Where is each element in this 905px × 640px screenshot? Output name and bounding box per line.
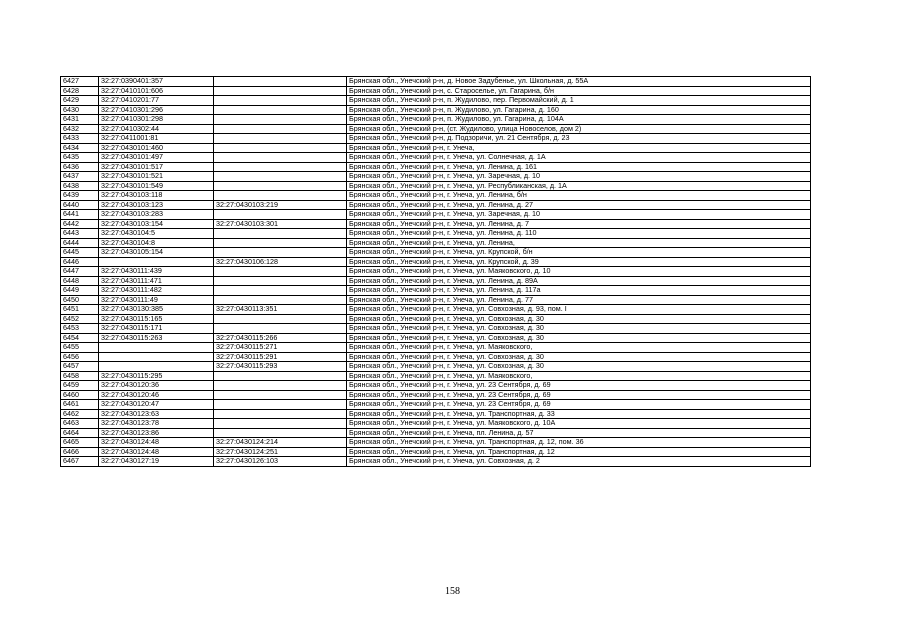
address-cell: Брянская обл., Унечский р-н, г. Унеча, ул. 23 Сентября, д. 69 — [347, 400, 811, 410]
address-cell: Брянская обл., Унечский р-н, п. Жудилово, ул. Гагарина, д. 104А — [347, 115, 811, 125]
cadastral-number-cell: 32:27:0430101:517 — [99, 162, 214, 172]
table-row — [61, 181, 811, 191]
cadastral-number-cell: 32:27:0430115:171 — [99, 324, 214, 334]
address-cell: Брянская обл., Унечский р-н, г. Унеча, ул. Совхозная, д. 93, пом. I — [347, 305, 811, 315]
secondary-cadastral-number-cell — [214, 428, 347, 438]
secondary-cadastral-number-cell — [214, 124, 347, 134]
table-row — [61, 333, 811, 343]
row-number-cell: 6446 — [61, 257, 99, 267]
secondary-cadastral-number-cell — [214, 314, 347, 324]
secondary-cadastral-number-cell — [214, 134, 347, 144]
secondary-cadastral-number-cell — [214, 115, 347, 125]
address-cell: Брянская обл., Унечский р-н, г. Унеча, ул. Совхозная, д. 30 — [347, 352, 811, 362]
row-number-cell: 6434 — [61, 143, 99, 153]
table-row — [61, 105, 811, 115]
cadastral-number-cell: 32:27:0430104:5 — [99, 229, 214, 239]
secondary-cadastral-number-cell: 32:27:0430103:219 — [214, 200, 347, 210]
table-row — [61, 343, 811, 353]
secondary-cadastral-number-cell — [214, 96, 347, 106]
address-cell: Брянская обл., Унечский р-н, г. Унеча, ул. Совхозная, д. 30 — [347, 362, 811, 372]
address-cell: Брянская обл., Унечский р-н, г. Унеча, ул. Ленина, д. 7 — [347, 219, 811, 229]
secondary-cadastral-number-cell — [214, 267, 347, 277]
cadastral-number-cell: 32:27:0430120:47 — [99, 400, 214, 410]
cadastral-number-cell: 32:27:0430115:295 — [99, 371, 214, 381]
secondary-cadastral-number-cell — [214, 181, 347, 191]
table-row — [61, 267, 811, 277]
table-row — [61, 419, 811, 429]
cadastral-number-cell: 32:27:0430103:123 — [99, 200, 214, 210]
secondary-cadastral-number-cell: 32:27:0430115:271 — [214, 343, 347, 353]
secondary-cadastral-number-cell — [214, 248, 347, 258]
address-cell: Брянская обл., Унечский р-н, г. Унеча, ул. Маяковского, — [347, 371, 811, 381]
row-number-cell: 6429 — [61, 96, 99, 106]
table-row — [61, 371, 811, 381]
row-number-cell: 6459 — [61, 381, 99, 391]
row-number-cell: 6442 — [61, 219, 99, 229]
cadastral-number-cell — [99, 257, 214, 267]
table-row — [61, 238, 811, 248]
cadastral-number-cell: 32:27:0410301:298 — [99, 115, 214, 125]
secondary-cadastral-number-cell — [214, 238, 347, 248]
address-cell: Брянская обл., Унечский р-н, п. Жудилово, ул. Гагарина, д. 160 — [347, 105, 811, 115]
cadastral-number-cell: 32:27:0430101:549 — [99, 181, 214, 191]
address-cell: Брянская обл., Унечский р-н, г. Унеча, ул. Совхозная, д. 30 — [347, 324, 811, 334]
table-row — [61, 457, 811, 467]
cadastral-number-cell: 32:27:0430130:385 — [99, 305, 214, 315]
secondary-cadastral-number-cell: 32:27:0430103:301 — [214, 219, 347, 229]
row-number-cell: 6428 — [61, 86, 99, 96]
cadastral-number-cell: 32:27:0410101:606 — [99, 86, 214, 96]
address-cell: Брянская обл., Унечский р-н, д. Подзоричи, ул. 21 Сентября, д. 23 — [347, 134, 811, 144]
row-number-cell: 6450 — [61, 295, 99, 305]
row-number-cell: 6439 — [61, 191, 99, 201]
row-number-cell: 6465 — [61, 438, 99, 448]
cadastral-number-cell — [99, 352, 214, 362]
table-row — [61, 96, 811, 106]
address-cell: Брянская обл., Унечский р-н, г. Унеча, ул. 23 Сентября, д. 69 — [347, 390, 811, 400]
table-row — [61, 191, 811, 201]
row-number-cell: 6461 — [61, 400, 99, 410]
row-number-cell: 6460 — [61, 390, 99, 400]
cadastral-number-cell: 32:27:0430123:78 — [99, 419, 214, 429]
row-number-cell: 6455 — [61, 343, 99, 353]
cadastral-number-cell: 32:27:0430103:154 — [99, 219, 214, 229]
secondary-cadastral-number-cell — [214, 276, 347, 286]
address-cell: Брянская обл., Унечский р-н, г. Унеча, ул. 23 Сентября, д. 69 — [347, 381, 811, 391]
address-cell: Брянская обл., Унечский р-н, г. Унеча, ул. Крупской, б/н — [347, 248, 811, 258]
table-row — [61, 381, 811, 391]
cadastral-number-cell: 32:27:0430111:49 — [99, 295, 214, 305]
table-row — [61, 134, 811, 144]
cadastral-number-cell: 32:27:0430105:154 — [99, 248, 214, 258]
cadastral-number-cell: 32:27:0430120:36 — [99, 381, 214, 391]
cadastral-number-cell: 32:27:0430111:471 — [99, 276, 214, 286]
row-number-cell: 6457 — [61, 362, 99, 372]
row-number-cell: 6462 — [61, 409, 99, 419]
address-cell: Брянская обл., Унечский р-н, д. Новое Задубенье, ул. Школьная, д. 55А — [347, 77, 811, 87]
address-cell: Брянская обл., Унечский р-н, г. Унеча, ул. Транспортная, д. 12, пом. 36 — [347, 438, 811, 448]
row-number-cell: 6453 — [61, 324, 99, 334]
cadastral-number-cell: 32:27:0430104:8 — [99, 238, 214, 248]
table-row — [61, 172, 811, 182]
address-cell: Брянская обл., Унечский р-н, г. Унеча, ул. Маяковского, д. 10 — [347, 267, 811, 277]
secondary-cadastral-number-cell — [214, 286, 347, 296]
address-cell: Брянская обл., Унечский р-н, г. Унеча, ул. Маяковского, — [347, 343, 811, 353]
secondary-cadastral-number-cell: 32:27:0430124:251 — [214, 447, 347, 457]
address-cell: Брянская обл., Унечский р-н, г. Унеча, ул. Транспортная, д. 12 — [347, 447, 811, 457]
address-cell: Брянская обл., Унечский р-н, г. Унеча, ул. Совхозная, д. 30 — [347, 314, 811, 324]
secondary-cadastral-number-cell: 32:27:0430113:351 — [214, 305, 347, 315]
table-row — [61, 390, 811, 400]
table-row — [61, 409, 811, 419]
cadastral-number-cell: 32:27:0430124:48 — [99, 447, 214, 457]
table-row — [61, 295, 811, 305]
secondary-cadastral-number-cell: 32:27:0430126:103 — [214, 457, 347, 467]
secondary-cadastral-number-cell — [214, 172, 347, 182]
secondary-cadastral-number-cell — [214, 191, 347, 201]
row-number-cell: 6452 — [61, 314, 99, 324]
address-cell: Брянская обл., Унечский р-н, г. Унеча, ул. Ленина, — [347, 238, 811, 248]
cadastral-number-cell: 32:27:0430111:439 — [99, 267, 214, 277]
table-row — [61, 219, 811, 229]
table-row — [61, 229, 811, 239]
table-body — [61, 77, 811, 467]
row-number-cell: 6433 — [61, 134, 99, 144]
row-number-cell: 6444 — [61, 238, 99, 248]
address-cell: Брянская обл., Унечский р-н, г. Унеча, ул. Республиканская, д. 1А — [347, 181, 811, 191]
secondary-cadastral-number-cell — [214, 153, 347, 163]
row-number-cell: 6430 — [61, 105, 99, 115]
cadastral-number-cell: 32:27:0430124:48 — [99, 438, 214, 448]
secondary-cadastral-number-cell — [214, 77, 347, 87]
table-row — [61, 305, 811, 315]
address-cell: Брянская обл., Унечский р-н, г. Унеча, ул. Совхозная, д. 2 — [347, 457, 811, 467]
table-row — [61, 428, 811, 438]
cadastral-number-cell: 32:27:0430103:118 — [99, 191, 214, 201]
secondary-cadastral-number-cell: 32:27:0430124:214 — [214, 438, 347, 448]
cadastral-number-cell: 32:27:0430115:263 — [99, 333, 214, 343]
row-number-cell: 6438 — [61, 181, 99, 191]
address-cell: Брянская обл., Унечский р-н, г. Унеча, ул. Ленина, д. 110 — [347, 229, 811, 239]
row-number-cell: 6443 — [61, 229, 99, 239]
table-row — [61, 352, 811, 362]
address-cell: Брянская обл., Унечский р-н, г. Унеча, ул. Солнечная, д. 1А — [347, 153, 811, 163]
cadastral-number-cell: 32:27:0430123:86 — [99, 428, 214, 438]
cadastral-number-cell: 32:27:0430101:521 — [99, 172, 214, 182]
table-row — [61, 286, 811, 296]
table-row — [61, 210, 811, 220]
address-cell: Брянская обл., Унечский р-н, г. Унеча, ул. Ленина, д. 77 — [347, 295, 811, 305]
row-number-cell: 6436 — [61, 162, 99, 172]
secondary-cadastral-number-cell — [214, 381, 347, 391]
cadastral-number-cell: 32:27:0430101:497 — [99, 153, 214, 163]
row-number-cell: 6431 — [61, 115, 99, 125]
cadastral-number-cell: 32:27:0430103:283 — [99, 210, 214, 220]
secondary-cadastral-number-cell — [214, 86, 347, 96]
table-row — [61, 86, 811, 96]
row-number-cell: 6432 — [61, 124, 99, 134]
table-row — [61, 276, 811, 286]
row-number-cell: 6463 — [61, 419, 99, 429]
property-registry-table — [60, 76, 811, 467]
cadastral-number-cell: 32:27:0430111:482 — [99, 286, 214, 296]
address-cell: Брянская обл., Унечский р-н, г. Унеча, ул. Ленина, д. 117а — [347, 286, 811, 296]
secondary-cadastral-number-cell — [214, 105, 347, 115]
secondary-cadastral-number-cell — [214, 143, 347, 153]
address-cell: Брянская обл., Унечский р-н, г. Унеча, ул. Заречная, д. 10 — [347, 172, 811, 182]
address-cell: Брянская обл., Унечский р-н, с. Староселье, ул. Гагарина, б/н — [347, 86, 811, 96]
secondary-cadastral-number-cell — [214, 371, 347, 381]
page-number: 158 — [445, 586, 460, 597]
secondary-cadastral-number-cell — [214, 324, 347, 334]
cadastral-number-cell: 32:27:0411001:81 — [99, 134, 214, 144]
row-number-cell: 6466 — [61, 447, 99, 457]
address-cell: Брянская обл., Унечский р-н, п. Жудилово, пер. Первомайский, д. 1 — [347, 96, 811, 106]
cadastral-number-cell: 32:27:0430123:63 — [99, 409, 214, 419]
table-row — [61, 447, 811, 457]
row-number-cell: 6440 — [61, 200, 99, 210]
row-number-cell: 6449 — [61, 286, 99, 296]
address-cell: Брянская обл., Унечский р-н, г. Унеча, ул. Заречная, д. 10 — [347, 210, 811, 220]
row-number-cell: 6445 — [61, 248, 99, 258]
table-row — [61, 124, 811, 134]
row-number-cell: 6441 — [61, 210, 99, 220]
table-row — [61, 143, 811, 153]
table-row — [61, 400, 811, 410]
secondary-cadastral-number-cell — [214, 229, 347, 239]
address-cell: Брянская обл., Унечский р-н, г. Унеча, ул. Ленина, д. 89А — [347, 276, 811, 286]
row-number-cell: 6456 — [61, 352, 99, 362]
row-number-cell: 6464 — [61, 428, 99, 438]
table-row — [61, 324, 811, 334]
cadastral-number-cell: 32:27:0410302:44 — [99, 124, 214, 134]
address-cell: Брянская обл., Унечский р-н, г. Унеча, пл. Ленина, д. 57 — [347, 428, 811, 438]
address-cell: Брянская обл., Унечский р-н, г. Унеча, ул. Маяковского, д. 10А — [347, 419, 811, 429]
table-row — [61, 115, 811, 125]
cadastral-number-cell — [99, 343, 214, 353]
table-row — [61, 257, 811, 267]
secondary-cadastral-number-cell — [214, 295, 347, 305]
row-number-cell: 6435 — [61, 153, 99, 163]
address-cell: Брянская обл., Унечский р-н, (ст. Жудилово, улица Новоселов, дом 2) — [347, 124, 811, 134]
table-row — [61, 200, 811, 210]
secondary-cadastral-number-cell: 32:27:0430115:291 — [214, 352, 347, 362]
row-number-cell: 6454 — [61, 333, 99, 343]
secondary-cadastral-number-cell: 32:27:0430115:293 — [214, 362, 347, 372]
table-row — [61, 362, 811, 372]
address-cell: Брянская обл., Унечский р-н, г. Унеча, ул. Ленина, д. 27 — [347, 200, 811, 210]
row-number-cell: 6467 — [61, 457, 99, 467]
cadastral-number-cell: 32:27:0430101:460 — [99, 143, 214, 153]
table-row — [61, 438, 811, 448]
cadastral-number-cell: 32:27:0430120:46 — [99, 390, 214, 400]
address-cell: Брянская обл., Унечский р-н, г. Унеча, ул. Ленина, д. 161 — [347, 162, 811, 172]
secondary-cadastral-number-cell: 32:27:0430115:266 — [214, 333, 347, 343]
cadastral-number-cell: 32:27:0430115:165 — [99, 314, 214, 324]
secondary-cadastral-number-cell — [214, 390, 347, 400]
table-row — [61, 314, 811, 324]
address-cell: Брянская обл., Унечский р-н, г. Унеча, — [347, 143, 811, 153]
secondary-cadastral-number-cell — [214, 419, 347, 429]
address-cell: Брянская обл., Унечский р-н, г. Унеча, ул. Транспортная, д. 33 — [347, 409, 811, 419]
row-number-cell: 6447 — [61, 267, 99, 277]
row-number-cell: 6458 — [61, 371, 99, 381]
cadastral-number-cell: 32:27:0410201:77 — [99, 96, 214, 106]
secondary-cadastral-number-cell — [214, 210, 347, 220]
cadastral-number-cell: 32:27:0430127:19 — [99, 457, 214, 467]
address-cell: Брянская обл., Унечский р-н, г. Унеча, ул. Крупской, д. 39 — [347, 257, 811, 267]
address-cell: Брянская обл., Унечский р-н, г. Унеча, ул. Совхозная, д. 30 — [347, 333, 811, 343]
row-number-cell: 6451 — [61, 305, 99, 315]
address-cell: Брянская обл., Унечский р-н, г. Унеча, ул. Ленина, б/н — [347, 191, 811, 201]
row-number-cell: 6427 — [61, 77, 99, 87]
secondary-cadastral-number-cell: 32:27:0430106:128 — [214, 257, 347, 267]
cadastral-number-cell — [99, 362, 214, 372]
row-number-cell: 6437 — [61, 172, 99, 182]
row-number-cell: 6448 — [61, 276, 99, 286]
secondary-cadastral-number-cell — [214, 400, 347, 410]
secondary-cadastral-number-cell — [214, 409, 347, 419]
secondary-cadastral-number-cell — [214, 162, 347, 172]
table-row — [61, 153, 811, 163]
cadastral-number-cell: 32:27:0390401:357 — [99, 77, 214, 87]
cadastral-number-cell: 32:27:0410301:296 — [99, 105, 214, 115]
table-row — [61, 248, 811, 258]
table-row — [61, 162, 811, 172]
table-row — [61, 77, 811, 87]
